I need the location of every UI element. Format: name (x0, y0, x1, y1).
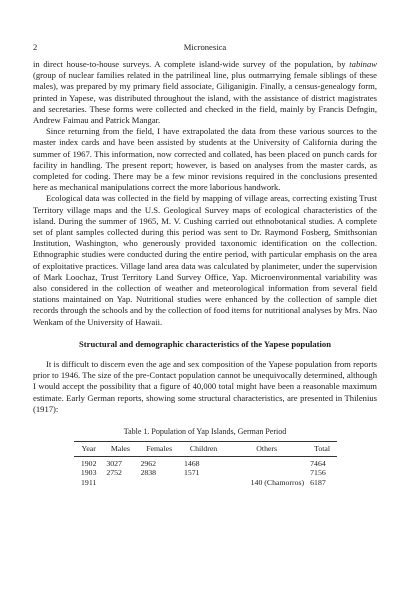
cell-children: 1571 (183, 468, 200, 478)
table-caption: Table 1. Population of Yap Islands, German Period (123, 427, 287, 437)
cell-females (137, 478, 181, 487)
cell-children (181, 478, 226, 487)
paragraph-2: Since returning from the field, I have extrapolated the data from these various sources to the master index cards and have been assisted by students at the University of California during the summer of 1967. This information, now corrected and collated, has been placed on punch cards for facility in handling. The present report; however, is based on analyses from the master cards, as completed for coding. There may be a few minor revisions required in the conclusions presented here as mechanical manipulations correct the more laborious handwork. (33, 126, 377, 193)
term-tabinaw: tabinaw (349, 59, 377, 69)
population-table (74, 441, 337, 487)
paragraph-4: It is difficult to discern even the age and sex composition of the Yapese population from reports prior to 1946. The size of the pre-Contact population cannot be unequivocally determined, although I would accept the possibility that a figure of 40,000 total might have been a reasonable maximum estimate. Early German reports, showing some structural characteristics, are presented in Thilenius (1917): (33, 359, 377, 414)
cell-others (226, 468, 307, 477)
paragraph-1 (33, 59, 377, 126)
cell-females: 2838 (140, 468, 157, 478)
page-number: 2 (33, 42, 38, 52)
column-header-children: Children (181, 442, 226, 456)
column-header-females: Females (137, 442, 181, 456)
cell-males: 2752 (106, 468, 122, 478)
cell-year: 1911 (81, 477, 97, 487)
cell-total: 6187 (310, 477, 326, 487)
cell-males: 3027 (106, 458, 122, 468)
section-heading: Structural and demographic characteristics of the Yapese population (79, 338, 331, 349)
body-text (33, 59, 377, 487)
table-row (74, 468, 337, 477)
column-header-males: Males (103, 442, 137, 456)
table-row (74, 456, 337, 468)
table-row (74, 478, 337, 487)
cell-total: 7464 (310, 458, 326, 468)
cell-others: 140 (Chamorros) (250, 477, 305, 487)
column-header-total: Total (307, 442, 337, 456)
cell-children: 1468 (183, 458, 200, 468)
paragraph-1-text: in direct house-to-house surveys. A complete island-wide survey of the population, by tabinaw (group of nuclear families related in the patrilineal line, plus outmarrying female siblings of these males), was prepared by my primary field associate, Giliganigin. Finally, a census-genealogy form, printed in Yapese, was distributed throughout the island, with the assistance of district magistrates and secretaries. These forms were collected and checked in the field, mainly by Francis Defngin, Andrew Faimau and Patrick Mangar. (33, 59, 377, 126)
cell-males (103, 478, 137, 487)
page-header (33, 41, 377, 53)
cell-year: 1903 (80, 468, 97, 478)
paragraph-3: Ecological data was collected in the field by mapping of village areas, correcting existing Trust Territory village maps and the U.S. Geological Survey maps of ecological characteristics of the island. During the summer of 1965, M. V. Cushing carried out ethnobotanical studies. A complete set of plant samples collected during this period was sent to Dr. Raymond Fosberg, Smithsonian Institution, Washington, who generously provided taxonomic identification on the collection. Ethnographic studies were conducted during the entire period, with particular emphasis on the area of exploitative practices. Village land area data was calculated by planimeter, under the supervision of Mark Loochaz, Trust Territory Land Survey Office, Yap. Microenvironmental variability was also considered in the collection of weather and meteorological information from several field stations maintained on Yap. Nutritional studies were enhanced by the collection of sample diet records through the schools and by the collection of food items for nutritional analyses by Mrs. Nao Wenkam of the University of Hawaii. (33, 193, 377, 327)
column-header-others: Others (226, 442, 307, 456)
column-header-year: Year (74, 442, 103, 456)
cell-females: 2962 (140, 458, 157, 468)
table-header-row (74, 442, 337, 456)
cell-year: 1902 (80, 458, 97, 468)
cell-total: 7156 (310, 468, 326, 478)
cell-others (226, 456, 307, 468)
running-head: Micronesica (183, 42, 227, 52)
